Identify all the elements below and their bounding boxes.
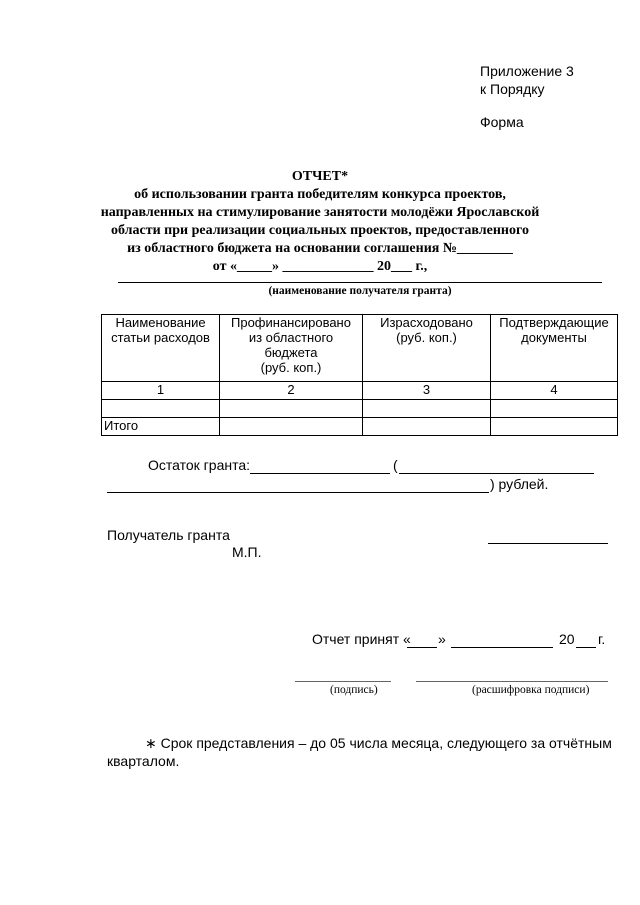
total-label: Итого [102,418,220,436]
appendix-note [480,62,574,98]
balance-amount-field[interactable] [250,473,390,474]
column-number: 4 [491,382,618,400]
column-number: 2 [220,382,363,400]
table-cell[interactable] [220,400,363,418]
title-line-1: об использовании гранта победителям конкурса проектов, [134,187,506,202]
header-cell-spent: Израсходовано (руб. коп.) [363,315,491,382]
accepted-year-suffix: г. [598,631,606,647]
title-line-4: из областного бюджета на основании соглашения №________ [127,241,513,256]
footnote-line-1: ∗ Срок представления – до 05 числа месяца, следующего за отчётным [145,735,612,751]
report-heading: ОТЧЕТ* [291,169,349,184]
form-label: Форма [480,114,524,130]
signature-decoding-field[interactable] [416,681,608,682]
balance-suffix: ) рублей. [490,476,549,492]
column-number: 3 [363,382,491,400]
decoding-caption: (расшифровка подписи) [472,684,590,696]
balance-words-field-2[interactable] [107,492,489,493]
table-total-row [102,418,618,436]
accepted-month-field[interactable] [451,647,553,648]
table-number-row [102,382,618,400]
header-cell-item: Наименование статьи расходов [102,315,220,382]
balance-label: Остаток гранта: [148,457,251,473]
title-line-5: от «_____» _____________ 20___ г., [212,259,428,274]
accepted-quote-close: » [438,631,446,647]
table-cell[interactable] [491,418,618,436]
stamp-label: М.П. [232,544,262,560]
column-number: 1 [102,382,220,400]
accepted-year-prefix: 20 [559,631,575,647]
balance-words-field-1[interactable] [399,473,594,474]
table-cell[interactable] [363,418,491,436]
recipient-name-line[interactable] [118,282,602,283]
recipient-caption: (наименование получателя гранта) [268,285,452,297]
footnote-line-2: кварталом. [107,753,180,769]
accepted-year-field[interactable] [576,647,596,648]
signature-field[interactable] [295,681,391,682]
header-cell-financed: Профинансировано из областного бюджета (руб. коп.) [220,315,363,382]
expense-table [101,314,618,436]
signature-caption: (подпись) [330,684,378,696]
table-cell[interactable] [491,400,618,418]
table-cell[interactable] [220,418,363,436]
recipient-label: Получатель гранта [107,527,230,543]
appendix-line-2: к Порядку [480,81,545,97]
header-cell-documents: Подтверждающие документы [491,315,618,382]
accepted-day-field[interactable] [407,647,437,648]
table-cell[interactable] [363,400,491,418]
balance-open-paren: ( [393,457,398,473]
title-line-2: направленных на стимулирование занятости молодёжи Ярославской [100,205,540,220]
appendix-line-1: Приложение 3 [480,63,574,79]
table-header-row [102,315,618,382]
accepted-label: Отчет принят « [312,631,411,647]
title-line-3: области при реализации социальных проектов, предоставленного [110,223,530,238]
table-cell[interactable] [102,400,220,418]
recipient-signature-field[interactable] [488,543,608,544]
table-row [102,400,618,418]
